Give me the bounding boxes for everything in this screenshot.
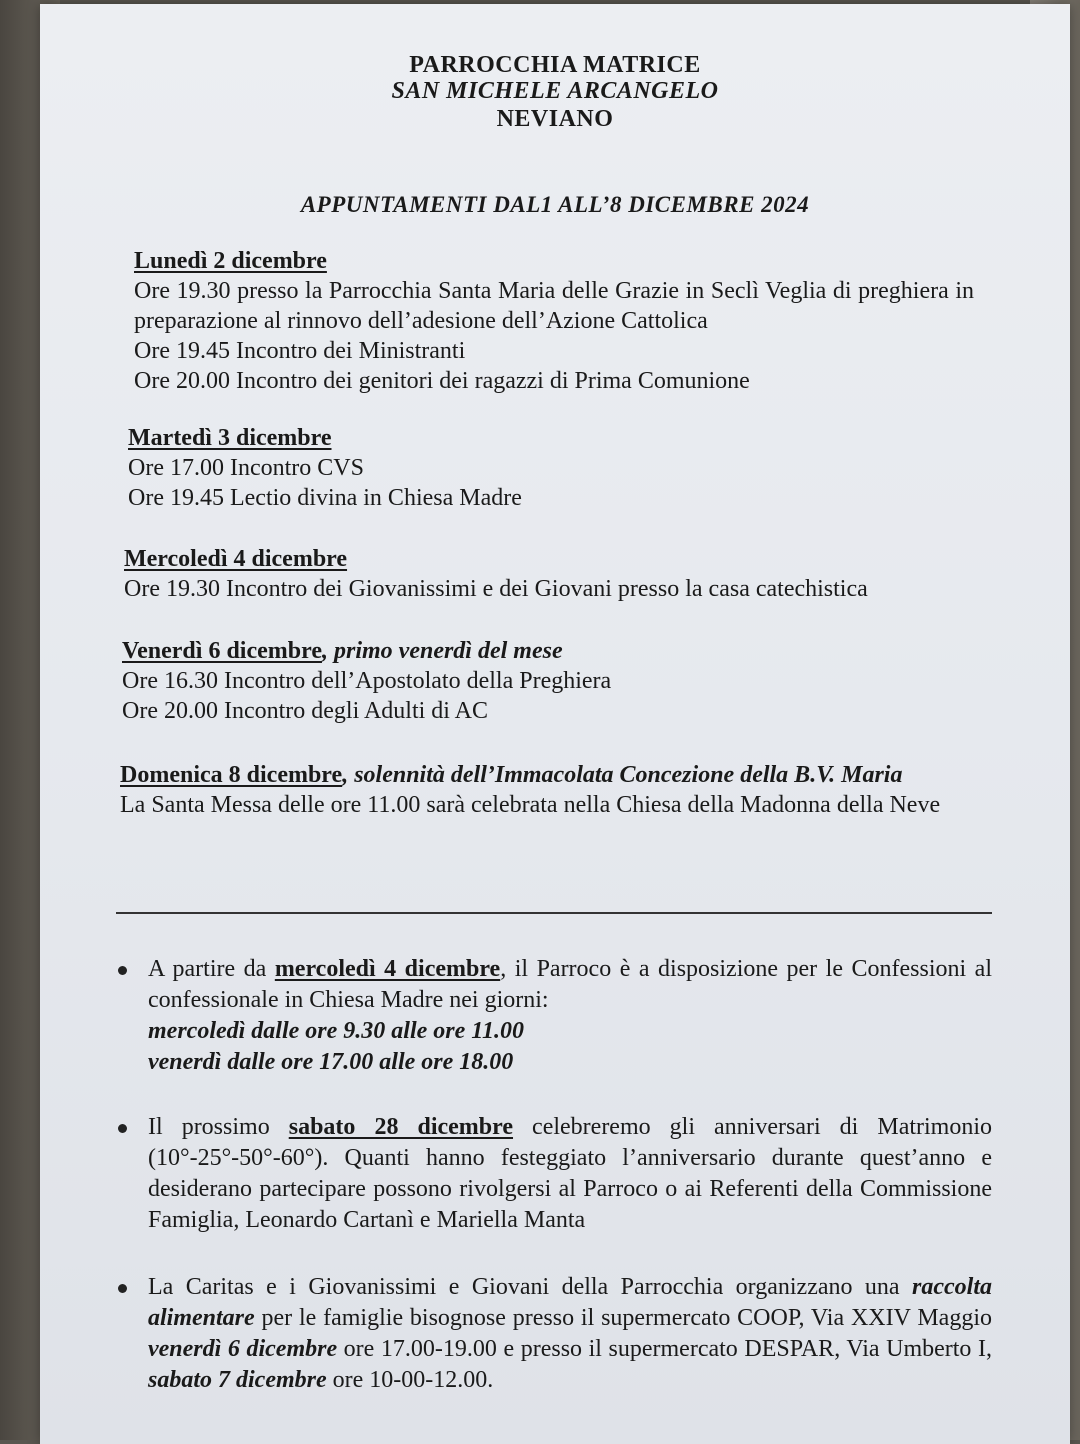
- day-block-wednesday: [124, 544, 984, 604]
- day-line: Ore 19.45 Incontro dei Ministranti: [134, 338, 466, 364]
- header-parish: PARROCCHIA MATRICE: [409, 52, 701, 78]
- schedule-title: APPUNTAMENTI DAL1 ALL’8 DICEMBRE 2024: [300, 192, 810, 217]
- day-title: Domenica 8 dicembre: [120, 762, 343, 788]
- paper-sheet: [40, 4, 1070, 1444]
- notice-anniversaries: [148, 1112, 992, 1236]
- day-title: Martedì 3 dicembre: [128, 425, 332, 451]
- day-block-monday: [134, 246, 974, 396]
- day-note: , primo venerdì del mese: [321, 638, 563, 664]
- day-line: Ore 19.30 presso la Parrocchia Santa Maria delle Grazie in Seclì Veglia di preghiera in preparazione al rinnovo dell’adesione dell’Azione Cattolica: [134, 278, 974, 334]
- notice-date: sabato 28 dicembre: [288, 1114, 514, 1140]
- header-saint: SAN MICHELE ARCANGELO: [391, 78, 719, 104]
- notice-text: celebreremo gli anniversari di Matrimonio (10°-25°-50°-60°). Quanti hanno festeggiato l’anniversario durante quest’anno e desiderano partecipare possono rivolgersi al Parroco o ai Referenti della Commissione Famiglia, Leonardo Cartanì e Mariella Manta: [148, 1114, 993, 1233]
- day-line: Ore 19.30 Incontro dei Giovanissimi e dei Giovani presso la casa catechistica: [124, 576, 868, 602]
- day-line: Ore 20.00 Incontro dei genitori dei ragazzi di Prima Comunione: [134, 368, 750, 394]
- day-line: Ore 16.30 Incontro dell’Apostolato della Preghiera: [122, 668, 612, 694]
- confession-hours-wed: mercoledì dalle ore 9.30 alle ore 11.00: [148, 1018, 524, 1044]
- day-block-sunday: [120, 760, 990, 820]
- notice-date: mercoledì 4 dicembre: [274, 956, 501, 982]
- day-title: Lunedì 2 dicembre: [134, 248, 327, 274]
- bullet-icon: [118, 1124, 127, 1133]
- day-line: Ore 19.45 Lectio divina in Chiesa Madre: [128, 485, 522, 511]
- notice-text: Il prossimo: [148, 1114, 289, 1140]
- notice-text: ore 17.00-19.00 e presso il supermercato DESPAR, Via Umberto I,: [337, 1336, 993, 1362]
- notice-food-drive: [148, 1272, 992, 1396]
- day-line: La Santa Messa delle ore 11.00 sarà celebrata nella Chiesa della Madonna della Neve: [120, 792, 941, 818]
- day-title: Mercoledì 4 dicembre: [124, 546, 348, 572]
- day-line: Ore 17.00 Incontro CVS: [128, 455, 364, 481]
- notice-emphasis: sabato 7 dicembre: [148, 1367, 327, 1393]
- notice-text: ore 10-00-12.00.: [326, 1367, 494, 1393]
- day-note: , solennità dell’Immacolata Concezione della B.V. Maria: [342, 762, 903, 788]
- notice-text: , il Parroco è a disposizione per le Confessioni al confessionale in Chiesa Madre nei giorni:: [148, 956, 992, 1013]
- notice-text: La Caritas e i Giovanissimi e Giovani della Parrocchia organizzano una: [148, 1274, 913, 1300]
- day-title: Venerdì 6 dicembre: [122, 638, 322, 664]
- confession-hours-fri: venerdì dalle ore 17.00 alle ore 18.00: [148, 1049, 514, 1075]
- day-block-tuesday: [128, 423, 968, 513]
- notice-text: per le famiglie bisognose presso il supermercato COOP, Via XXIV Maggio: [254, 1305, 992, 1331]
- day-block-friday: [122, 636, 982, 726]
- notice-emphasis: venerdì 6 dicembre: [148, 1336, 338, 1362]
- bullet-icon: [118, 1284, 127, 1293]
- day-line: Ore 20.00 Incontro degli Adulti di AC: [122, 698, 488, 724]
- header-town: NEVIANO: [496, 106, 614, 132]
- notice-text: A partire da: [148, 956, 275, 982]
- divider-line: [116, 912, 992, 914]
- notice-emphasis: raccolta alimentare: [148, 1274, 992, 1331]
- notice-confessions: [148, 954, 992, 1078]
- bullet-icon: [118, 966, 127, 975]
